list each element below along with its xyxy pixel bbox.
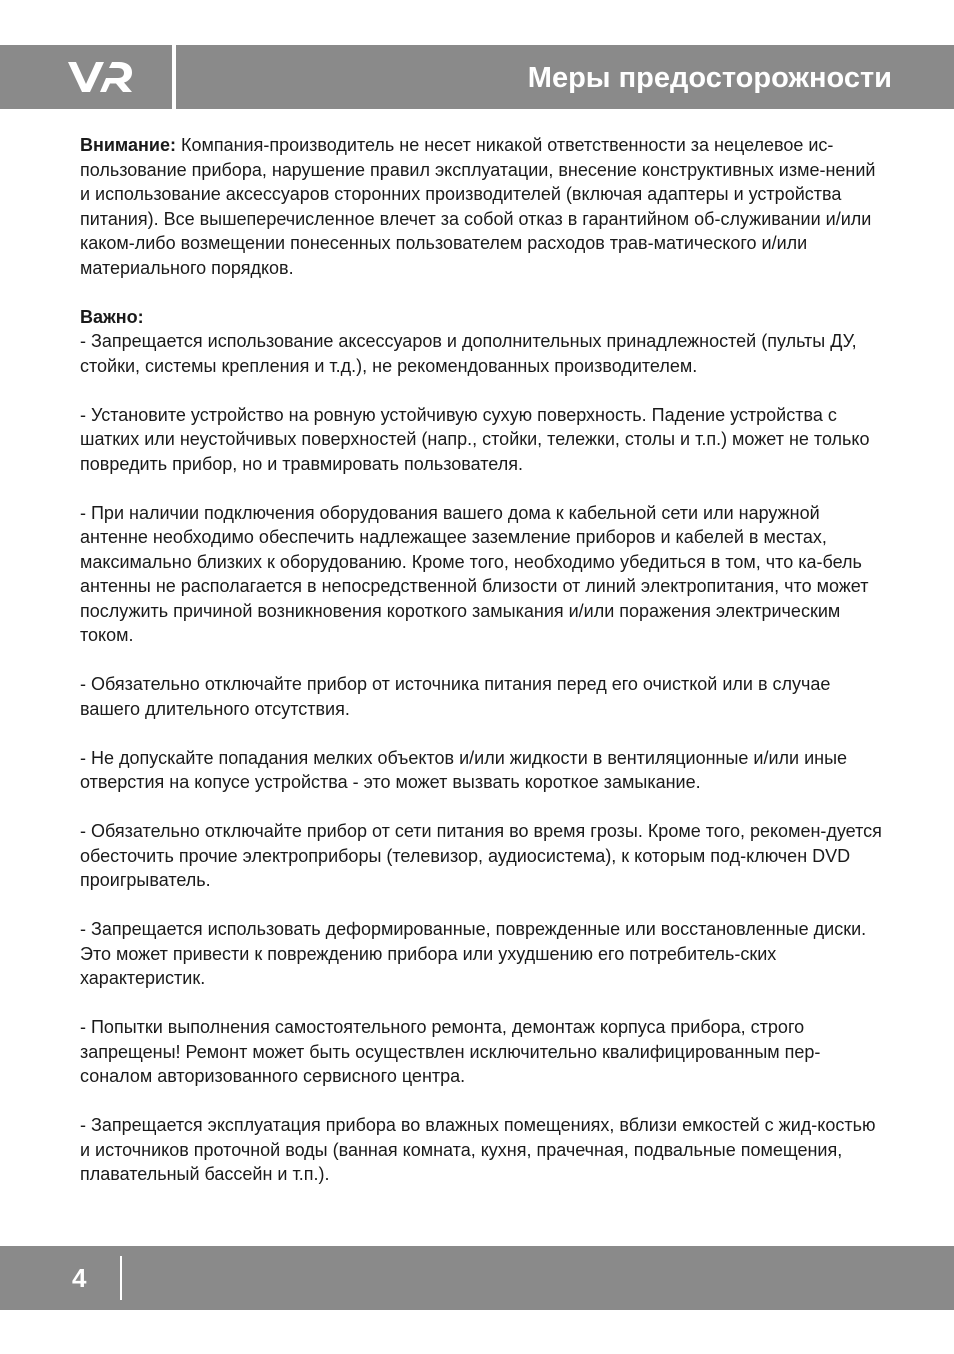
brand-logo — [0, 45, 172, 109]
important-item: - Запрещается использование аксессуаров и дополнительных принадлежностей (пульты ДУ, стойки, системы крепления и т.д.), не рекомендованных производителем. — [80, 331, 857, 376]
footer-divider — [120, 1256, 122, 1300]
attention-label: Внимание: — [80, 135, 176, 155]
page-number: 4 — [72, 1263, 87, 1293]
important-item: - Запрещается использовать деформированные, поврежденные или восстановленные диски. Это может привести к повреждению прибора или ухудшению его потребитель-ских характеристик. — [80, 919, 867, 988]
important-item: - Обязательно отключайте прибор от источника питания перед его очисткой или в случае вашего длительного отсутствия. — [80, 674, 831, 719]
header-bar — [0, 45, 954, 109]
important-section — [80, 305, 890, 379]
footer-bar — [0, 1246, 954, 1310]
important-label: Важно: — [80, 306, 144, 327]
attention-paragraph — [80, 133, 890, 280]
document-body — [80, 133, 890, 1211]
important-item: - Не допускайте попадания мелких объектов и/или жидкости в вентиляционные и/или иные отверстия на копусе устройства - это может вызвать короткое замыкание. — [80, 747, 848, 792]
attention-text: Компания-производитель не несет никакой ответственности за нецелевое ис-пользование прибора, нарушение правил эксплуатации, внесение конструктивных изме-нений и использование аксессуаров сторонних производителей (включая адаптеры и устройства питания). Все вышеперечисленное влечет за собой отказ в гарантийном об-служивании и/или каком-либо возмещении понесенных пользователем расходов трав-матического и/или материального порядков. — [80, 135, 876, 278]
header-divider — [172, 45, 176, 109]
important-item: - Установите устройство на ровную устойчивую сухую поверхность. Падение устройства с шатких или неустойчивых поверхностей (напр., стойки, тележки, столы и т.п.) может не только повредить прибор, но и травмировать пользователя. — [80, 404, 870, 474]
important-item: - При наличии подключения оборудования вашего дома к кабельной сети или наружной антенне необходимо обеспечить надлежащее заземление приборов и кабелей в местах, максимально близких к оборудованию. Кроме того, необходимо убедиться в том, что ка-бель антенны не располагается в непосредственной близости от линий электропитания, что может послужить причиной возникновения короткого замыкания и/или поражения электрическим током. — [80, 502, 869, 645]
important-item: - Обязательно отключайте прибор от сети питания во время грозы. Кроме того, рекомен-дуется обесточить прочие электроприборы (телевизор, аудиосистема), к которым под-ключен DVD проигрыватель. — [80, 821, 882, 890]
vr-logo-icon — [66, 60, 138, 94]
important-item: - Запрещается эксплуатация прибора во влажных помещениях, вблизи емкостей с жид-костью и источников проточной воды (ванная комната, кухня, прачечная, подвальные помещения, плавательный бассейн и т.п.). — [80, 1115, 876, 1184]
page-title: Меры предосторожности — [527, 62, 892, 94]
important-item: - Попытки выполнения самостоятельного ремонта, демонтаж корпуса прибора, строго запрещены! Ремонт может быть осуществлен исключительно квалифицированным пер-соналом авторизованного сервисного центра. — [80, 1017, 821, 1086]
